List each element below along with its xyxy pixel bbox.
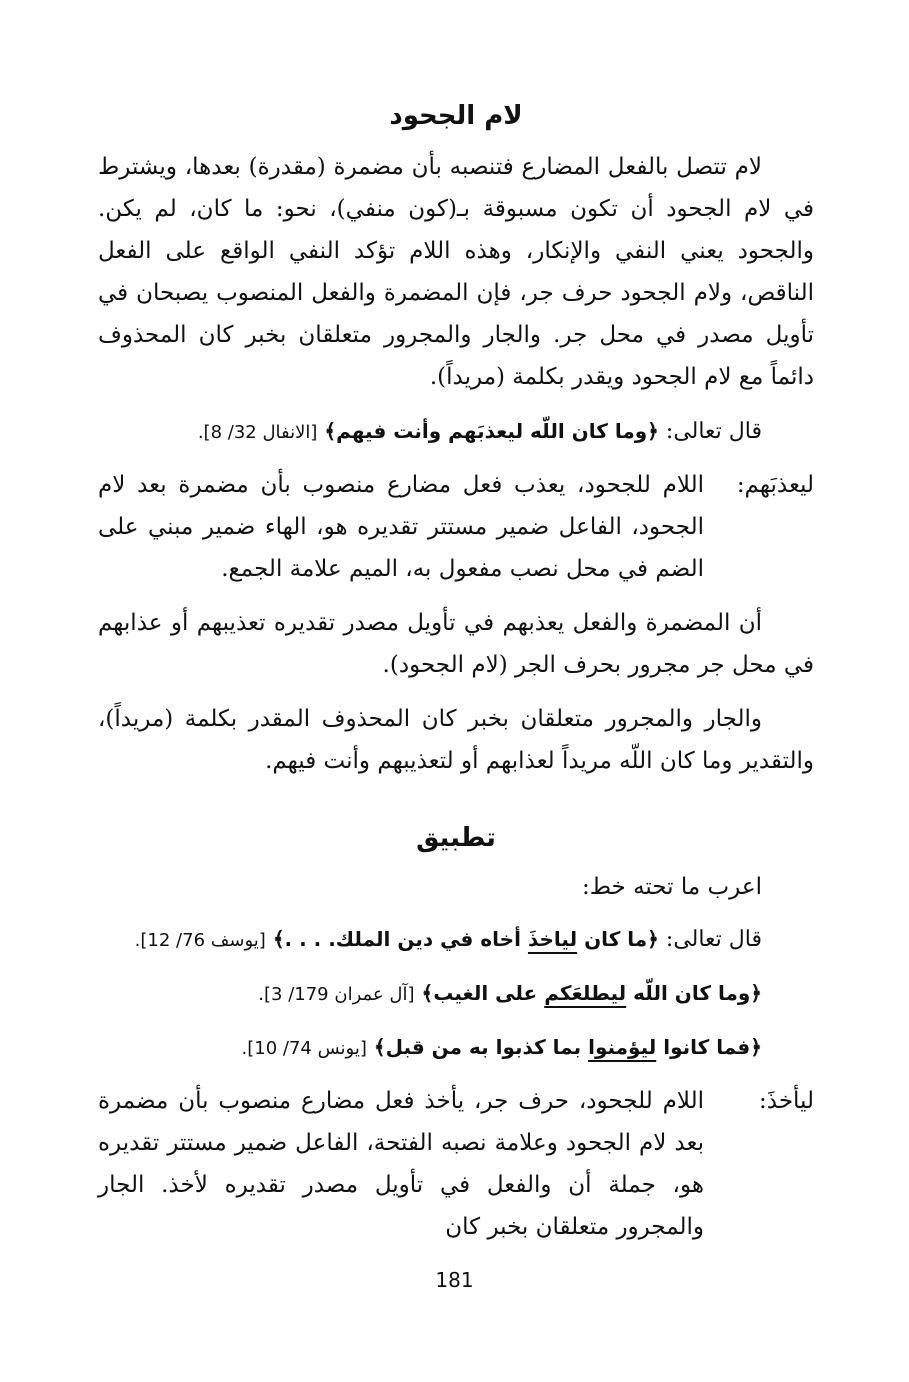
page-number: 181 <box>435 1268 474 1292</box>
analysis-block-1 <box>98 464 814 590</box>
exercise-verse-2 <box>98 972 814 1016</box>
exercise-2-rest: على الغيب﴾ <box>421 981 538 1005</box>
example-reference: [الانفال 32/ 8]. <box>197 422 318 443</box>
example-verse: ﴿وما كان اللّه ليعذبَهم وأنت فيهم﴾ <box>324 419 659 443</box>
exercise-3-reference: [يونس 74/ 10]. <box>241 1038 367 1059</box>
analysis-term-1: ليعذبَهم: <box>736 472 814 498</box>
example-verse-line <box>98 410 814 454</box>
exercise-3-underlined: ليؤمنوا <box>588 1035 657 1059</box>
exercise-1-lead: قال تعالى: <box>665 927 762 952</box>
analysis-term-2: ليأخذَ: <box>759 1088 814 1114</box>
paragraph-3: والجار والمجرور متعلقان بخبر كان المحذوف المقدر بكلمة (مريداً)، والتقدير وما كان اللّه مريداً لعذابهم أو لتعذيبهم وأنت فيهم. <box>98 706 814 774</box>
analysis-block-2 <box>98 1080 814 1248</box>
apply-title: تطبيق <box>416 823 496 853</box>
exercise-verse-1 <box>98 918 814 962</box>
exercise-1-open: ﴿ما كان <box>584 927 659 951</box>
intro-paragraph: لام تتصل بالفعل المضارع فتنصبه بأن مضمرة (مقدرة) بعدها، ويشترط في لام الجحود أن تكون مسبوقة بـ(كون منفي)، نحو: ما كان، لم يكن. والجحود يعني النفي والإنكار، وهذه اللام تؤكد النفي الواقع على الفعل الناقص، ولام الجحود حرف جر، فإن المضمرة والفعل المنصوب يصبحان في تأويل مصدر في محل جر. والجار والمجرور متعلقان بخبر كان المحذوف دائماً مع لام الجحود ويقدر بكلمة (مريداً). <box>98 154 814 390</box>
example-lead: قال تعالى: <box>665 419 762 444</box>
analysis-text-1: اللام للجحود، يعذب فعل مضارع منصوب بأن مضمرة بعد لام الجحود، الفاعل ضمير مستتر تقديره هو، الهاء ضمير مبني على الضم في محل نصب مفعول به، الميم علامة الجمع. <box>98 472 704 582</box>
exercise-2-reference: [آل عمران 179/ 3]. <box>258 984 415 1005</box>
page-body <box>98 96 814 1260</box>
exercise-3-open: ﴿فما كانوا <box>663 1035 762 1059</box>
section-title: لام الجحود <box>389 101 523 131</box>
exercise-2-open: ﴿وما كان اللّه <box>633 981 762 1005</box>
instruction: اعرب ما تحته خط: <box>581 874 762 900</box>
exercise-1-rest: أخاه في دين الملك. . . .﴾ <box>272 927 521 951</box>
paragraph-2: أن المضمرة والفعل يعذبهم في تأويل مصدر تقديره تعذيبهم أو عذابهم في محل جر مجرور بحرف الجر (لام الجحود). <box>98 610 814 678</box>
analysis-text-2: اللام للجحود، حرف جر، يأخذ فعل مضارع منصوب بأن مضمرة بعد لام الجحود وعلامة نصبه الفتحة، الفاعل ضمير مستتر تقديره هو، جملة أن والفعل في تأويل مصدر تقديره لأخذ. الجار والمجرور متعلقان بخبر كان <box>98 1088 704 1240</box>
exercise-2-underlined: ليطلعَكم <box>544 981 627 1005</box>
exercise-1-underlined: لياخذَ <box>527 927 578 951</box>
exercise-1-reference: [يوسف 76/ 12]. <box>134 930 266 951</box>
exercise-3-rest: بما كذبوا به من قبل﴾ <box>373 1035 582 1059</box>
exercise-verse-3 <box>98 1026 814 1070</box>
